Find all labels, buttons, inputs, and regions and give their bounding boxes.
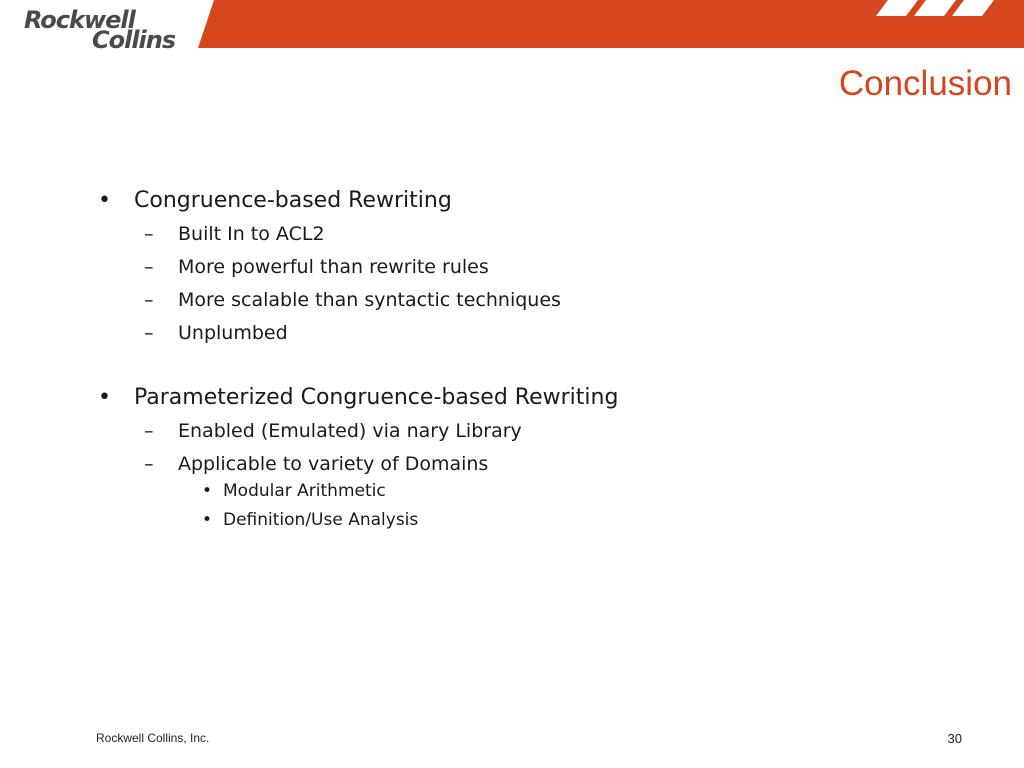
slide-title: Conclusion — [838, 64, 1012, 103]
dash-icon: – — [144, 453, 154, 475]
footer-company: Rockwell Collins, Inc. — [96, 731, 210, 745]
page-number: 30 — [947, 731, 962, 746]
dash-icon: – — [144, 289, 154, 311]
bullet-dot-icon: • — [202, 510, 213, 530]
sub-sub-bullet-definition-use — [134, 506, 976, 535]
sub-bullet-list — [134, 218, 976, 350]
sub-bullet-unplumbed — [134, 317, 976, 350]
logo-text-collins: Collins — [92, 26, 176, 54]
dash-icon: – — [144, 322, 154, 344]
sub-bullet-list — [134, 415, 976, 481]
bullet-text: Congruence-based Rewriting — [134, 188, 452, 213]
sub-sub-bullet-text: Definition/Use Analysis — [223, 510, 419, 530]
sub-sub-bullet-text: Modular Arithmetic — [223, 481, 386, 501]
bullet-list — [96, 184, 976, 535]
bullet-dot-icon: • — [98, 385, 111, 410]
sub-sub-bullet-modular-arithmetic — [134, 477, 976, 506]
bullet-congruence-rewriting — [96, 184, 976, 350]
bullet-parameterized-rewriting — [96, 381, 976, 535]
sub-bullet-enabled — [134, 415, 976, 448]
sub-bullet-text: More scalable than syntactic techniques — [178, 289, 561, 311]
dash-icon: – — [144, 223, 154, 245]
company-logo — [20, 4, 190, 52]
dash-icon: – — [144, 256, 154, 278]
sub-bullet-text: Enabled (Emulated) via nary Library — [178, 420, 522, 442]
bullet-text: Parameterized Congruence-based Rewriting — [134, 385, 619, 410]
sub-bullet-more-scalable — [134, 284, 976, 317]
bullet-dot-icon: • — [98, 188, 111, 213]
sub-bullet-text: Built In to ACL2 — [178, 223, 325, 245]
sub-bullet-built-in — [134, 218, 976, 251]
sub-bullet-text: Applicable to variety of Domains — [178, 453, 489, 475]
sub-bullet-text: Unplumbed — [178, 322, 288, 344]
sub-sub-bullet-list — [134, 477, 976, 535]
dash-icon: – — [144, 420, 154, 442]
sub-bullet-text: More powerful than rewrite rules — [178, 256, 489, 278]
bullet-dot-icon: • — [202, 481, 213, 501]
sub-bullet-more-powerful — [134, 251, 976, 284]
logo-text-rockwell: Rockwell — [24, 6, 135, 34]
